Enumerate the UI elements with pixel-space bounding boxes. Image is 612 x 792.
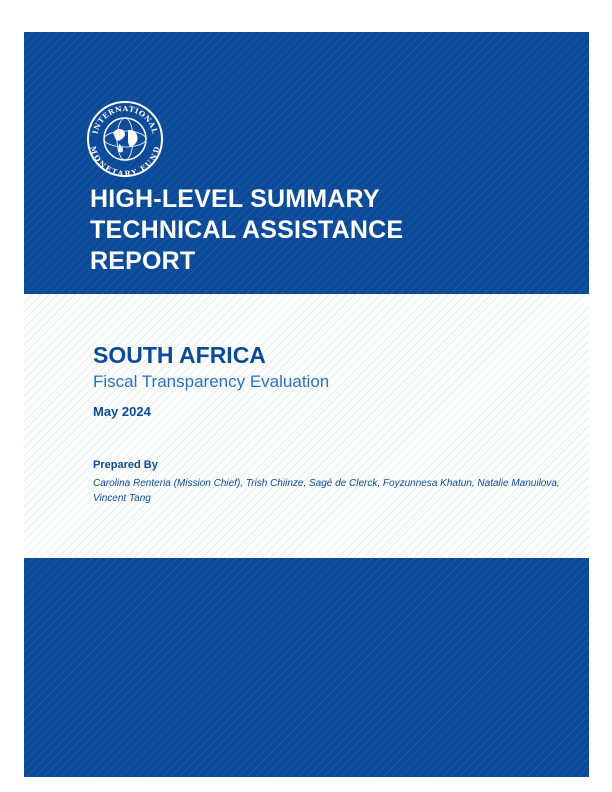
- report-title-line: REPORT: [90, 247, 196, 275]
- info-band: [24, 294, 589, 558]
- country-name: SOUTH AFRICA: [93, 342, 266, 368]
- svg-text:MONETARY FUND: [89, 145, 161, 178]
- seal-text-top: INTERNATIONAL: [90, 103, 160, 135]
- prepared-by-label: Prepared By: [93, 459, 158, 471]
- cover-panel: [24, 32, 589, 777]
- svg-text:INTERNATIONAL: [91, 104, 160, 135]
- report-subject: Fiscal Transparency Evaluation: [93, 372, 330, 391]
- imf-seal-icon: [86, 100, 164, 178]
- seal-text-bottom: MONETARY FUND: [88, 144, 162, 178]
- report-title-line: HIGH-LEVEL SUMMARY: [90, 185, 380, 213]
- report-title-line: TECHNICAL ASSISTANCE: [90, 216, 404, 244]
- report-date: May 2024: [93, 404, 151, 419]
- report-title: [90, 184, 403, 277]
- author-list: Carolina Renteria (Mission Chief), Trish Chiinze, Sagé de Clerck, Foyzunnesa Khatun, Natalie Manuilova, Vincent Tang: [93, 478, 560, 504]
